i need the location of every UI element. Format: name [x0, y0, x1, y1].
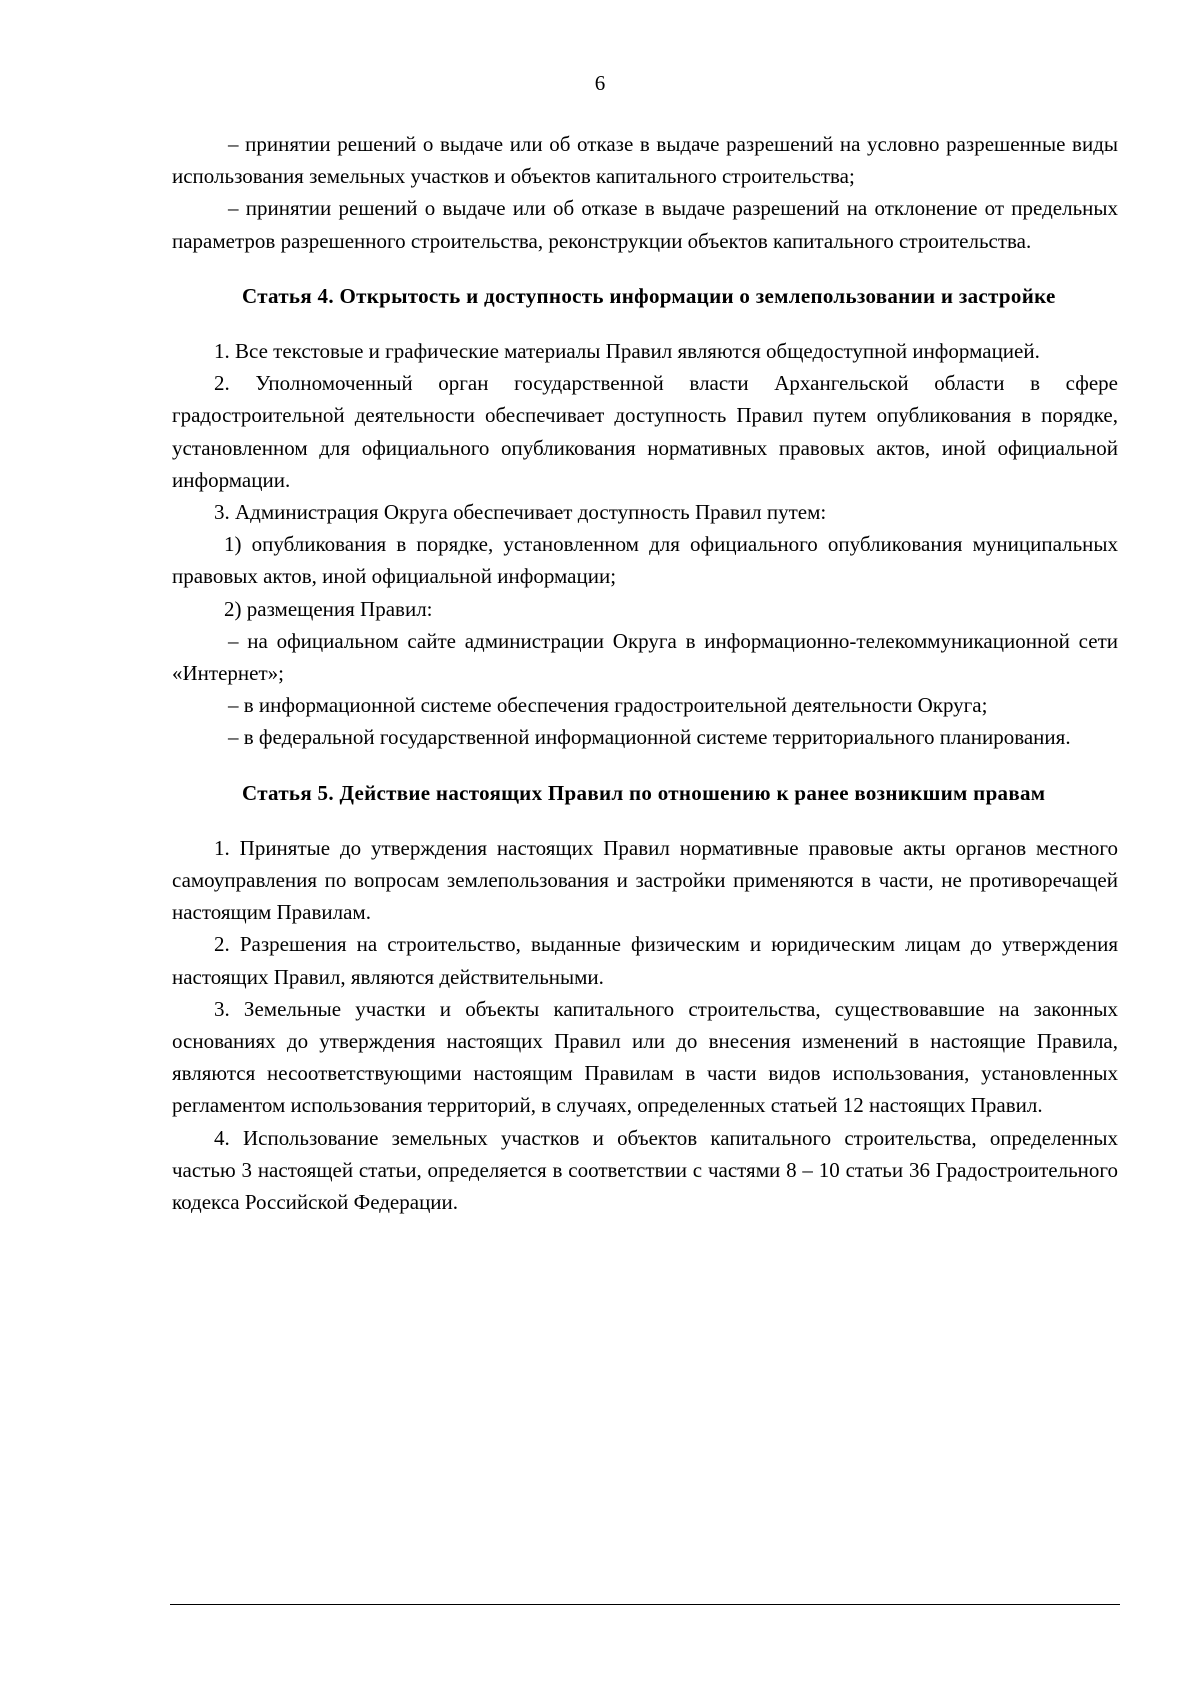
article-4-paragraph-3: 3. Администрация Округа обеспечивает доступность Правил путем:	[214, 500, 827, 525]
article-4-dash-isogd: – в информационной системе обеспечения градостроительной деятельности Округа;	[228, 693, 988, 718]
footer-divider	[170, 1604, 1120, 1605]
article-4-paragraph-2: 2. Уполномоченный орган государственной власти Архангельской области в сфере градостроительной деятельности обеспечивает доступность Правил путем опубликования в порядке, установленном для официального опубликования нормативных правовых актов, иной официальной информации.	[172, 371, 1118, 492]
article-4-dash-website: – на официальном сайте администрации Округа в информационно-телекоммуникационной сети «Интернет»;	[172, 628, 1118, 686]
article-5-heading: Статья 5. Действие настоящих Правил по отношению к ранее возникшим правам	[242, 780, 1046, 805]
article-4-dash-fgis-tp: – в федеральной государственной информационной системе территориального планирования.	[228, 725, 1071, 750]
article-5-paragraph-1: 1. Принятые до утверждения настоящих Правил нормативные правовые акты органов местного самоуправления по вопросам землепользования и застройки применяются в части, не противоречащей настоящим Правилам.	[172, 835, 1118, 925]
article-5-paragraph-4: 4. Использование земельных участков и объектов капитального строительства, определенных частью 3 настоящей статьи, определяется в соответствии с частями 8 – 10 статьи 36 Градостроительного кодекса Российской Федерации.	[172, 1125, 1118, 1215]
article-4-subitem-2: 2) размещения Правил:	[224, 596, 433, 621]
page-number: 6	[594, 71, 606, 95]
intro-item-conditional-use: – принятии решений о выдаче или об отказе в выдаче разрешений на условно разрешенные виды использования земельных участков и объектов капитального строительства;	[172, 132, 1118, 189]
article-4-subitem-1: 1) опубликования в порядке, установленном для официального опубликования муниципальных правовых актов, иной официальной информации;	[172, 532, 1118, 589]
article-5-paragraph-2: 2. Разрешения на строительство, выданные физическим и юридическим лицам до утверждения настоящих Правил, являются действительными.	[172, 932, 1118, 989]
intro-item-deviation: – принятии решений о выдаче или об отказе в выдаче разрешений на отклонение от предельных параметров разрешенного строительства, реконструкции объектов капитального строительства.	[172, 196, 1118, 253]
article-4-heading: Статья 4. Открытость и доступность информации о землепользовании и застройке	[242, 283, 1056, 308]
article-4-paragraph-1: 1. Все текстовые и графические материалы Правил являются общедоступной информацией.	[214, 339, 1040, 364]
article-5-paragraph-3: 3. Земельные участки и объекты капитального строительства, существовавшие на законных основаниях до утверждения настоящих Правил или до внесения изменений в настоящие Правила, являются несоответствующими настоящим Правилам в части видов использования, установленных регламентом использования территорий, в случаях, определенных статьей 12 настоящих Правил.	[172, 996, 1118, 1118]
document-body	[172, 128, 1118, 1218]
